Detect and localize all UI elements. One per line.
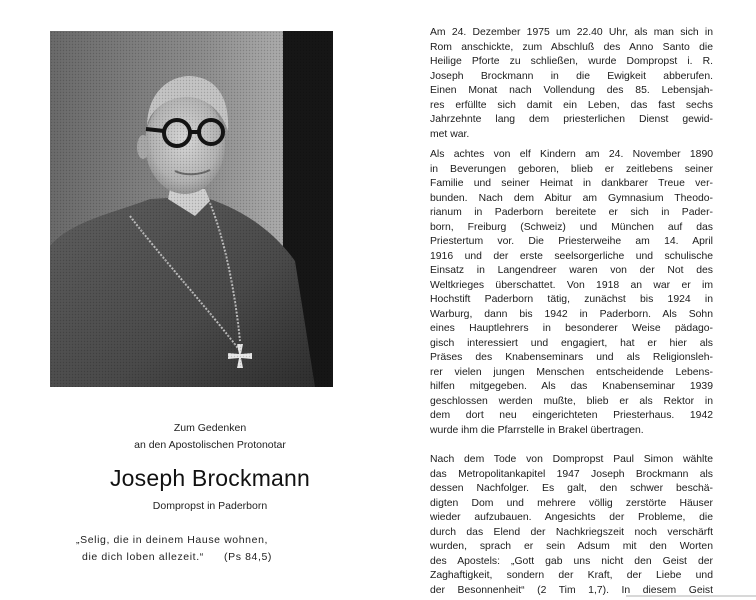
biography-line: wieder aufzubauen. Angesichts der Probleme, die: [430, 512, 713, 523]
biography-line: der Besonnenheit“ (2 Tim 1,7). In diesem Geist: [430, 584, 713, 596]
biography-line: 1916 und der erste seelsorgerliche und schulische: [430, 250, 713, 262]
memorial-title-line: an den Apostolischen Protonotar: [134, 439, 286, 451]
biography-line: Warburg, dann bis 1942 in Paderborn. Als Sohn: [430, 308, 713, 320]
quote-reference: (Ps 84,5): [224, 551, 272, 563]
biography-line: in Beverungen geboren, blieb er zeitlebens seiner: [430, 163, 713, 175]
biography-line: Hochstift Paderborn tätig, zunächst bis 1924 in: [430, 294, 713, 305]
biography-line: bunden. Nach dem Abitur am Gymnasium Theodo-: [430, 192, 713, 204]
biography-line: durch das Elend der Nachkriegszeit noch verschärft: [430, 526, 713, 538]
biography-line: Heilige Pforte zu schließen, wurde Dompropst i. R.: [430, 56, 713, 67]
portrait-photo: [50, 31, 333, 387]
memorial-heading: Zum Gedenken: [173, 422, 247, 434]
biography-line: dem dort neu eingerichteten Priesterhaus. 1942: [430, 410, 713, 421]
biography-line: geschlossen werden mußte, blieb er als Rektor in: [430, 395, 713, 407]
scripture-quote: [76, 532, 272, 566]
biography-paragraph-1: [430, 26, 713, 142]
biography-line: Rom anschickte, zum Abschluß des Anno Santo die: [430, 41, 713, 53]
biography-line: met war.: [430, 128, 470, 140]
biography-line: hilfen mitgegeben. Als das Knabenseminar 1939: [430, 381, 713, 392]
biography-line: Präses des Knabenseminars und als Religionsleh-: [430, 352, 713, 363]
biography-line: Einsatz in Langendreer waren von der Not des: [430, 265, 713, 276]
biography-line: Zaghaftigkeit, sondern der Kraft, der Liebe und: [430, 570, 713, 581]
biography-line: Weltkrieges überschattet. Von 1918 an war er im: [430, 279, 713, 291]
biography-line: rer vielen jungen Menschen entscheidende Lebens-: [430, 366, 713, 378]
biography-line: digten Dom und mehrere völlig zerstörte Häuser: [430, 497, 713, 509]
biography-line: wurde ihm die Pfarrstelle in Brakel übertragen.: [430, 424, 644, 436]
biography-line: Joseph Brockmann in die Ewigkeit abberufen.: [430, 70, 713, 82]
biography-line: Priestertum vor. Die Priesterweihe am 14. April: [430, 236, 713, 247]
biography-line: Familie und seiner Heimat in dankbarer Treue ver-: [430, 178, 713, 189]
biography-line: gisch interessiert und engagiert, hat er hier als: [430, 337, 713, 349]
biography-line: wurden, sprach er sein Adsum mit den Worten: [430, 541, 713, 552]
biography-line: eines Hauptlehrers in besonderer Weise pädago-: [430, 323, 713, 334]
biography-line: Jahrzehnte lang dem priesterlichen Dienst gewid-: [430, 114, 713, 125]
biography-line: dessen Nachfolger. Es galt, den schwer beschä-: [430, 483, 713, 494]
biography-line: Nach dem Tode von Dompropst Paul Simon wählte: [430, 454, 713, 465]
biography-paragraph-3: [430, 453, 713, 598]
quote-line-2: die dich loben allezeit.“: [82, 551, 204, 563]
deceased-position: Dompropst in Paderborn: [152, 500, 268, 512]
biography-line: des Apostels: „Gott gab uns nicht den Geist der: [430, 555, 713, 567]
biography-line: Als achtes von elf Kindern am 24. November 1890: [430, 149, 713, 160]
biography-line: das Metropolitankapitel 1947 Joseph Brockmann als: [430, 468, 713, 480]
biography-line: Einen Monat nach Vollendung des 85. Lebensjah-: [430, 85, 713, 96]
card-edge-shadow: [626, 595, 756, 597]
quote-line-2-row: [76, 549, 272, 566]
biography-line: res erfüllte sich damit ein Leben, das fast sechs: [430, 99, 713, 111]
biography-line: born, Freiburg (Schweiz) und München auf das: [430, 221, 713, 233]
biography-line: Am 24. Dezember 1975 um 22.40 Uhr, als man sich in: [430, 27, 713, 38]
biography-paragraph-2: [430, 148, 713, 438]
biography-line: rianum in Paderborn bereitete er sich in Pader-: [430, 207, 713, 218]
deceased-name: Joseph Brockmann: [109, 465, 311, 491]
quote-line-1: „Selig, die in deinem Hause wohnen,: [76, 534, 269, 546]
